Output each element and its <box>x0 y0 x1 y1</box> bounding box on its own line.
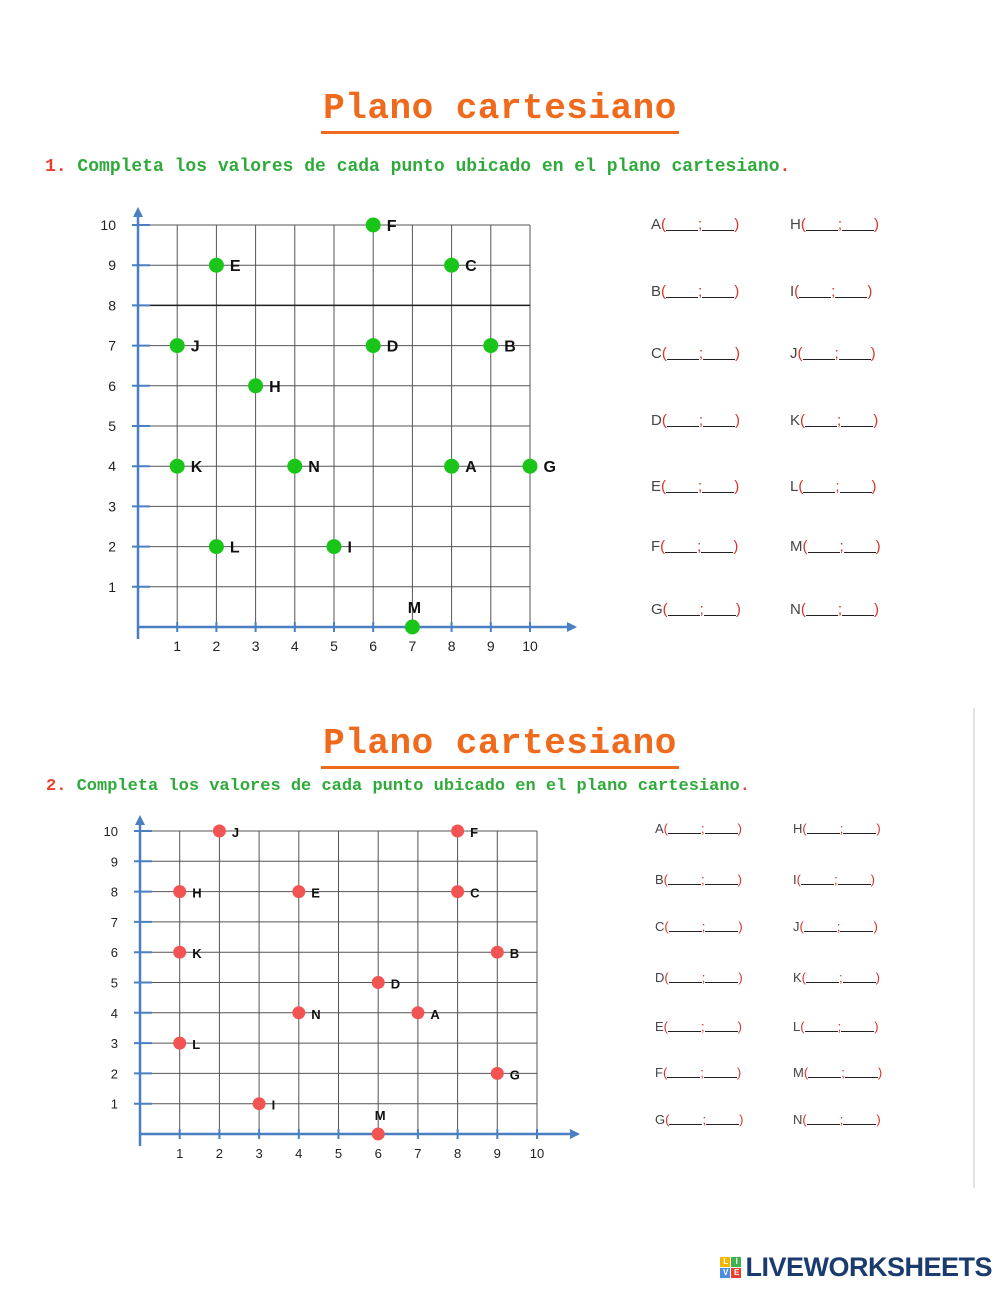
separator: ; <box>833 871 838 887</box>
separator: ; <box>836 918 841 934</box>
y-tick-label: 9 <box>108 257 116 274</box>
x-tick-label: 1 <box>176 1146 184 1161</box>
close-paren: ) <box>873 411 879 429</box>
point-label-m: M <box>407 600 422 617</box>
x-coordinate-blank[interactable] <box>668 822 701 834</box>
separator: ; <box>702 1111 707 1127</box>
x-tick-label: 3 <box>255 1146 263 1161</box>
point-label-f: F <box>386 218 397 235</box>
separator: ; <box>839 969 843 985</box>
close-paren: ) <box>873 918 878 934</box>
logo-block: I <box>731 1257 741 1267</box>
close-paren: ) <box>735 600 741 618</box>
open-paren: ( <box>661 282 667 300</box>
point-label-g: G <box>543 459 556 477</box>
x-coordinate-blank[interactable] <box>806 971 839 983</box>
point-label-n: N <box>308 459 320 477</box>
point-f <box>451 825 464 838</box>
close-paren: ) <box>876 820 881 836</box>
point-label-d: D <box>390 976 401 992</box>
separator: ; <box>701 1018 705 1034</box>
y-coordinate-blank[interactable] <box>845 1066 878 1078</box>
open-paren: ( <box>802 537 808 555</box>
y-coordinate-blank[interactable] <box>838 873 871 885</box>
point-m <box>372 1128 385 1141</box>
close-paren: ) <box>871 477 877 495</box>
close-paren: ) <box>875 969 880 985</box>
x-tick-label: 10 <box>529 1146 545 1161</box>
close-paren: ) <box>738 969 743 985</box>
close-paren: ) <box>733 537 739 555</box>
y-tick-label: 3 <box>110 1036 118 1052</box>
close-paren: ) <box>877 1064 883 1080</box>
open-paren: ( <box>661 344 667 362</box>
separator: ; <box>699 600 704 618</box>
answer-h <box>793 821 881 836</box>
open-paren: ( <box>797 344 803 362</box>
answer-letter: M <box>790 537 803 555</box>
y-coordinate-blank[interactable] <box>840 920 873 932</box>
y-tick-label: 8 <box>108 297 116 314</box>
answer-letter: G <box>651 600 663 618</box>
x-coordinate-blank[interactable] <box>807 822 840 834</box>
page-divider <box>973 708 975 1188</box>
y-tick-label: 4 <box>108 458 116 475</box>
x-tick-label: 6 <box>369 638 378 654</box>
answer-n <box>793 1112 881 1127</box>
point-label-e: E <box>229 258 241 276</box>
page-title-1: Plano cartesiano <box>0 88 1000 129</box>
open-paren: ( <box>661 215 667 233</box>
instruction-1: 1. Completa los valores de cada punto ubicado en el plano cartesiano. <box>45 157 791 177</box>
answer-letter: L <box>793 1018 801 1034</box>
close-paren: ) <box>870 344 876 362</box>
logo-block: E <box>731 1268 741 1278</box>
x-tick-label: 9 <box>486 638 495 654</box>
separator: ; <box>839 537 844 555</box>
y-axis-arrow <box>135 815 145 825</box>
y-tick-label: 10 <box>100 217 116 233</box>
separator: ; <box>837 215 843 233</box>
open-paren: ( <box>800 600 806 618</box>
x-tick-label: 1 <box>173 638 182 654</box>
x-tick-label: 5 <box>330 638 338 654</box>
x-coordinate-blank[interactable] <box>669 920 702 932</box>
answer-e <box>655 1019 742 1034</box>
separator: ; <box>698 282 703 300</box>
close-paren: ) <box>735 411 741 429</box>
open-paren: ( <box>799 918 804 934</box>
close-paren: ) <box>736 1064 742 1080</box>
answer-letter: B <box>651 282 662 300</box>
y-tick-label: 6 <box>108 377 116 394</box>
y-coordinate-blank[interactable] <box>705 822 738 834</box>
point-label-l: L <box>192 1037 201 1053</box>
y-tick-label: 7 <box>108 337 116 354</box>
open-paren: ( <box>662 600 668 618</box>
separator: ; <box>698 215 703 233</box>
answer-letter: D <box>651 411 662 429</box>
y-coordinate-blank[interactable] <box>705 873 738 885</box>
y-tick-label: 6 <box>110 945 118 961</box>
separator: ; <box>698 344 704 362</box>
answer-letter: M <box>793 1064 804 1080</box>
answer-d <box>655 970 743 985</box>
close-paren: ) <box>876 1111 881 1127</box>
answer-letter: A <box>655 820 664 836</box>
close-paren: ) <box>867 282 873 300</box>
point-label-b: B <box>504 338 516 356</box>
point-c <box>451 885 464 898</box>
separator: ; <box>831 282 836 300</box>
point-a <box>411 1006 424 1019</box>
close-paren: ) <box>734 215 740 233</box>
separator: ; <box>701 918 706 934</box>
close-paren: ) <box>874 1018 879 1034</box>
x-coordinate-blank[interactable] <box>667 1066 700 1078</box>
point-b <box>491 946 504 959</box>
x-axis-arrow <box>570 1129 580 1139</box>
x-tick-label: 6 <box>374 1146 382 1161</box>
y-coordinate-blank[interactable] <box>705 1020 738 1032</box>
separator: ; <box>839 820 844 836</box>
x-coordinate-blank[interactable] <box>808 1066 841 1078</box>
point-n <box>292 1006 305 1019</box>
open-paren: ( <box>800 411 806 429</box>
open-paren: ( <box>661 477 667 495</box>
open-paren: ( <box>802 1111 807 1127</box>
x-tick-label: 10 <box>522 638 538 654</box>
open-paren: ( <box>663 820 669 836</box>
point-label-i: I <box>347 539 352 557</box>
answer-c <box>655 919 743 934</box>
answer-letter: C <box>651 344 662 362</box>
y-coordinate-blank[interactable] <box>843 1113 876 1125</box>
point-label-j: J <box>190 338 200 356</box>
answer-l <box>793 1019 879 1034</box>
point-h <box>173 885 186 898</box>
separator: ; <box>700 1064 704 1080</box>
y-tick-label: 3 <box>108 498 116 515</box>
close-paren: ) <box>737 871 742 887</box>
separator: ; <box>701 969 706 985</box>
close-paren: ) <box>875 537 881 555</box>
answer-i <box>793 872 875 887</box>
answer-letter: K <box>793 969 802 985</box>
separator: ; <box>698 411 704 429</box>
point-label-g: G <box>509 1067 520 1083</box>
answer-letter: D <box>655 969 665 985</box>
point-label-a: A <box>430 1006 440 1022</box>
x-coordinate-blank[interactable] <box>805 1020 838 1032</box>
instruction-2: 2. Completa los valores de cada punto ubicado en el plano cartesiano. <box>46 777 750 796</box>
logo-block: L <box>720 1257 730 1267</box>
open-paren: ( <box>800 215 806 233</box>
answer-letter: F <box>651 537 661 555</box>
close-paren: ) <box>737 820 742 836</box>
point-k <box>173 946 186 959</box>
separator: ; <box>701 871 705 887</box>
y-tick-label: 9 <box>110 854 118 870</box>
y-tick-label: 1 <box>108 578 116 595</box>
close-paren: ) <box>734 282 740 300</box>
point-d <box>372 976 385 989</box>
x-tick-label: 7 <box>408 638 417 654</box>
close-paren: ) <box>870 871 875 887</box>
close-paren: ) <box>738 918 743 934</box>
answer-letter: E <box>655 1018 664 1034</box>
y-tick-label: 2 <box>108 538 116 555</box>
point-label-k: K <box>192 946 202 962</box>
point-l <box>173 1037 186 1050</box>
point-e <box>292 885 305 898</box>
answer-letter: K <box>790 411 801 429</box>
point-label-f: F <box>470 825 479 840</box>
y-coordinate-blank[interactable] <box>705 971 738 983</box>
page-title-2: Plano cartesiano <box>0 723 1000 764</box>
logo-block: V <box>720 1268 730 1278</box>
answer-letter: A <box>651 215 662 233</box>
point-label-c: C <box>470 885 480 901</box>
answer-letter: H <box>793 820 803 836</box>
open-paren: ( <box>663 1018 669 1034</box>
x-tick-label: 2 <box>212 638 221 654</box>
point-label-h: H <box>192 885 202 901</box>
open-paren: ( <box>794 282 800 300</box>
answer-j <box>793 919 878 934</box>
open-paren: ( <box>660 537 666 555</box>
x-tick-label: 9 <box>493 1146 501 1161</box>
open-paren: ( <box>661 411 667 429</box>
point-j <box>213 825 226 838</box>
point-label-d: D <box>386 338 399 356</box>
answer-b <box>655 872 742 887</box>
y-tick-label: 7 <box>110 914 118 930</box>
y-tick-label: 5 <box>108 418 116 434</box>
open-paren: ( <box>796 871 801 887</box>
separator: ; <box>835 477 840 495</box>
x-tick-label: 8 <box>453 1146 462 1161</box>
y-coordinate-blank[interactable] <box>705 920 738 932</box>
y-tick-label: 1 <box>110 1096 118 1112</box>
separator: ; <box>837 1018 842 1034</box>
answer-letter: I <box>793 871 797 887</box>
y-tick-label: 8 <box>110 884 118 900</box>
open-paren: ( <box>664 918 669 934</box>
y-tick-label: 5 <box>110 975 118 991</box>
answer-letter: N <box>793 1111 803 1127</box>
answer-letter: G <box>655 1111 666 1127</box>
close-paren: ) <box>735 344 741 362</box>
x-tick-label: 2 <box>215 1146 224 1161</box>
separator: ; <box>698 477 703 495</box>
answer-letter: H <box>790 215 801 233</box>
x-coordinate-blank[interactable] <box>804 920 837 932</box>
open-paren: ( <box>798 477 804 495</box>
brand-name: LIVEWORKSHEETS <box>745 1252 992 1282</box>
y-coordinate-blank[interactable] <box>843 822 876 834</box>
logo-blocks-icon <box>720 1257 741 1278</box>
x-coordinate-blank[interactable] <box>669 1113 702 1125</box>
close-paren: ) <box>734 477 740 495</box>
x-coordinate-blank[interactable] <box>669 971 702 983</box>
point-label-n: N <box>311 1006 321 1022</box>
point-label-a: A <box>465 459 477 477</box>
y-coordinate-blank[interactable] <box>706 1113 739 1125</box>
close-paren: ) <box>874 600 880 618</box>
answer-f <box>655 1065 741 1080</box>
point-label-j: J <box>231 825 240 840</box>
x-tick-label: 5 <box>334 1146 343 1161</box>
answer-letter: J <box>793 918 800 934</box>
open-paren: ( <box>802 820 807 836</box>
point-label-m: M <box>374 1108 386 1123</box>
y-tick-label: 10 <box>103 824 118 839</box>
point-label-b: B <box>509 946 520 962</box>
x-tick-label: 3 <box>251 638 260 654</box>
x-tick-label: 4 <box>295 1146 303 1161</box>
answer-m <box>793 1065 882 1080</box>
close-paren: ) <box>737 1018 742 1034</box>
answer-letter: F <box>655 1064 663 1080</box>
answer-letter: B <box>655 871 664 887</box>
point-label-l: L <box>229 539 240 557</box>
x-coordinate-blank[interactable] <box>668 873 701 885</box>
open-paren: ( <box>665 1111 670 1127</box>
x-coordinate-blank[interactable] <box>668 1020 701 1032</box>
close-paren: ) <box>874 215 880 233</box>
y-coordinate-blank[interactable] <box>704 1066 737 1078</box>
open-paren: ( <box>803 1064 809 1080</box>
separator: ; <box>837 411 842 429</box>
answer-letter: L <box>790 477 799 495</box>
point-label-k: K <box>190 459 203 477</box>
answer-k <box>793 970 880 985</box>
open-paren: ( <box>800 1018 805 1034</box>
answer-letter: N <box>790 600 801 618</box>
grid-lines <box>140 831 537 1134</box>
open-paren: ( <box>663 871 669 887</box>
x-tick-label: 7 <box>414 1146 422 1161</box>
answer-letter: C <box>655 918 665 934</box>
point-i <box>253 1097 266 1110</box>
separator: ; <box>834 344 839 362</box>
separator: ; <box>701 820 705 836</box>
separator: ; <box>839 1111 844 1127</box>
y-coordinate-blank[interactable] <box>843 971 876 983</box>
close-paren: ) <box>739 1111 744 1127</box>
open-paren: ( <box>801 969 807 985</box>
point-label-h: H <box>269 378 281 396</box>
separator: ; <box>697 537 702 555</box>
liveworksheets-logo <box>720 1252 992 1283</box>
point-g <box>491 1067 504 1080</box>
answer-letter: E <box>651 477 662 495</box>
x-tick-label: 8 <box>447 638 456 654</box>
y-coordinate-blank[interactable] <box>841 1020 874 1032</box>
y-tick-label: 2 <box>110 1066 118 1082</box>
point-label-i: I <box>271 1097 276 1113</box>
answer-g <box>655 1112 743 1127</box>
x-tick-label: 4 <box>290 638 299 654</box>
x-coordinate-blank[interactable] <box>801 873 834 885</box>
open-paren: ( <box>664 969 669 985</box>
answer-letter: I <box>790 282 795 300</box>
separator: ; <box>841 1064 845 1080</box>
point-label-e: E <box>311 885 320 901</box>
separator: ; <box>837 600 843 618</box>
x-coordinate-blank[interactable] <box>807 1113 840 1125</box>
y-tick-label: 4 <box>110 1005 118 1021</box>
open-paren: ( <box>662 1064 668 1080</box>
point-label-c: C <box>465 258 477 276</box>
answer-letter: J <box>790 344 798 362</box>
answer-a <box>655 821 742 836</box>
